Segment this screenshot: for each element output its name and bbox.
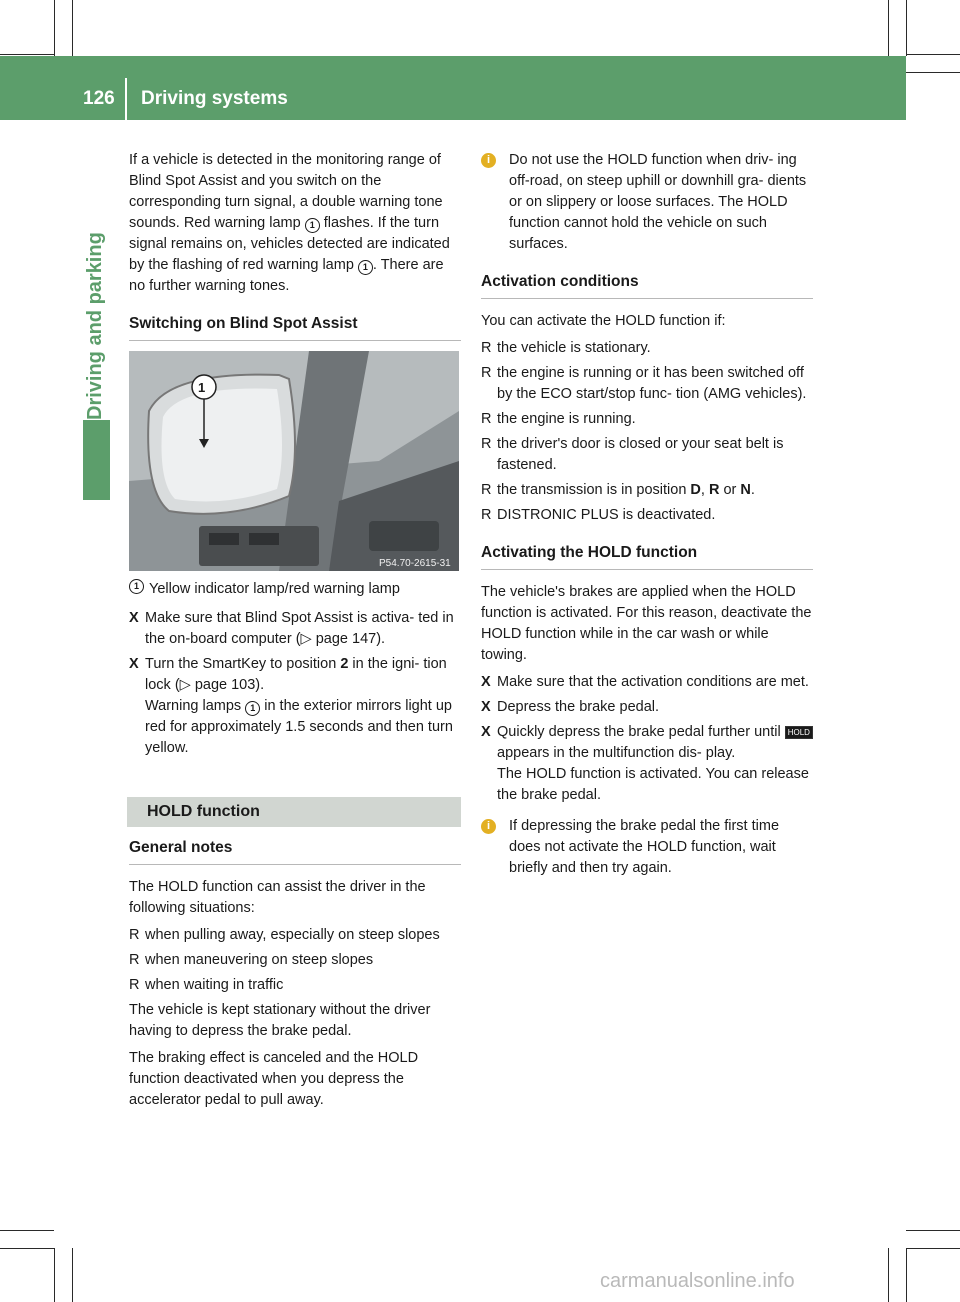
step-item: X Quickly depress the brake pedal further until HOLD appears in the multifunction dis- play. The HOLD function is activated. You can release the brake pedal. bbox=[481, 722, 813, 806]
crop-mark bbox=[906, 1248, 907, 1302]
crop-mark bbox=[888, 1248, 889, 1302]
mirror-figure bbox=[129, 351, 459, 571]
step-item: X Make sure that the activation conditions are met. bbox=[481, 672, 813, 693]
figure-caption: 1 Yellow indicator lamp/red warning lamp bbox=[129, 579, 461, 600]
crop-mark bbox=[72, 0, 73, 56]
bullet-icon: R bbox=[481, 436, 492, 452]
crop-mark bbox=[0, 1248, 54, 1249]
crop-mark bbox=[0, 54, 54, 55]
hold-indicator-icon: HOLD bbox=[785, 726, 813, 739]
crop-mark bbox=[0, 1230, 54, 1231]
step-arrow-icon: X bbox=[481, 699, 491, 715]
right-column bbox=[481, 150, 813, 887]
side-tab-marker bbox=[83, 420, 110, 500]
crop-mark bbox=[906, 72, 960, 73]
list-item: R when maneuvering on steep slopes bbox=[129, 950, 461, 971]
callout-1-icon: 1 bbox=[358, 260, 373, 275]
step-arrow-icon: X bbox=[129, 656, 139, 672]
list-item: R the engine is running or it has been switched off by the ECO start/stop func- tion (AMG vehicles). bbox=[481, 365, 807, 402]
step-item: X Depress the brake pedal. bbox=[481, 697, 813, 718]
step-arrow-icon: X bbox=[129, 610, 139, 626]
heading-rule bbox=[129, 340, 461, 341]
info-note: i If depressing the brake pedal the first time does not activate the HOLD function, wait briefly and then try again. bbox=[481, 816, 813, 879]
bullet-icon: R bbox=[129, 952, 140, 968]
heading-activation-conditions: Activation conditions bbox=[481, 273, 639, 290]
paragraph-braking: The braking effect is canceled and the HOLD function deactivated when you depress the accelerator pedal to pull away. bbox=[129, 1050, 419, 1108]
paragraph-detection: If a vehicle is detected in the monitoring range of Blind Spot Assist and you switch on the corresponding turn signal, a double warning tone sounds. Red warning lamp 1 flashes. If the turn signal remains on, vehicles detected are indicated by the flashing of red warning lamp 1 . There are no further warning tones. bbox=[129, 152, 450, 294]
list-item: R the driver's door is closed or your seat belt is fastened. bbox=[481, 436, 784, 473]
bullet-icon: R bbox=[481, 411, 492, 427]
list-item: R when pulling away, especially on steep slopes bbox=[129, 925, 461, 946]
callout-1-icon: 1 bbox=[129, 579, 144, 594]
section-banner-hold: HOLD function bbox=[127, 797, 461, 827]
step-arrow-icon: X bbox=[481, 724, 491, 740]
info-icon: i bbox=[481, 819, 496, 834]
list-item: R DISTRONIC PLUS is deactivated. bbox=[481, 505, 813, 526]
step-item: X Make sure that Blind Spot Assist is activa- ted in the on-board computer (▷ page 147). bbox=[129, 610, 454, 647]
heading-activating-hold: Activating the HOLD function bbox=[481, 544, 698, 561]
mirror-illustration bbox=[129, 351, 459, 571]
image-code: P54.70-2615-31 bbox=[379, 558, 451, 569]
callout-1-icon: 1 bbox=[305, 218, 320, 233]
callout-1-icon: 1 bbox=[245, 701, 260, 716]
list-item: R the engine is running. bbox=[481, 409, 813, 430]
bullet-icon: R bbox=[481, 482, 492, 498]
page-number: 126 bbox=[83, 88, 115, 109]
watermark: carmanualsonline.info bbox=[600, 1270, 795, 1292]
paragraph-general: The HOLD function can assist the driver in the following situations: bbox=[129, 879, 426, 916]
crop-mark bbox=[906, 1230, 960, 1231]
crop-mark bbox=[72, 1248, 73, 1302]
list-item: R when waiting in traffic bbox=[129, 975, 461, 996]
step-arrow-icon: X bbox=[481, 674, 491, 690]
crop-mark bbox=[906, 1248, 960, 1249]
heading-general-notes: General notes bbox=[129, 839, 233, 856]
heading-rule bbox=[129, 864, 461, 865]
header-bar bbox=[0, 56, 906, 120]
list-item: R the vehicle is stationary. bbox=[481, 338, 813, 359]
page-title: Driving systems bbox=[141, 88, 288, 109]
list-item: R the transmission is in position D, R or N. bbox=[481, 480, 813, 501]
crop-mark bbox=[888, 0, 889, 56]
paragraph-can-activate: You can activate the HOLD function if: bbox=[481, 313, 726, 329]
crop-mark bbox=[54, 1248, 55, 1302]
step-item: X Turn the SmartKey to position 2 in the igni- tion lock (▷ page 103). Warning lamps 1 in the exterior mirrors light up red for approximately 1.5 seconds and then turn yellow. bbox=[129, 656, 453, 756]
crop-mark bbox=[906, 54, 960, 55]
crop-mark bbox=[54, 0, 55, 56]
bullet-icon: R bbox=[481, 507, 492, 523]
bullet-icon: R bbox=[129, 977, 140, 993]
paragraph-kept: The vehicle is kept stationary without the driver having to depress the brake pedal. bbox=[129, 1002, 431, 1039]
side-section-label: Driving and parking bbox=[84, 232, 106, 420]
crop-mark bbox=[906, 0, 907, 56]
heading-rule bbox=[481, 298, 813, 299]
heading-switching-on: Switching on Blind Spot Assist bbox=[129, 315, 358, 332]
bullet-icon: R bbox=[481, 340, 492, 356]
bullet-icon: R bbox=[129, 927, 140, 943]
callout-number: 1 bbox=[198, 380, 206, 395]
paragraph-brakes: The vehicle's brakes are applied when the HOLD function is activated. For this reason, deactivate the HOLD function while in the car wash or while towing. bbox=[481, 584, 812, 663]
header-divider bbox=[125, 78, 127, 120]
heading-rule bbox=[481, 569, 813, 570]
left-column bbox=[129, 150, 461, 1117]
bullet-icon: R bbox=[481, 365, 492, 381]
info-note: i Do not use the HOLD function when driv- ing off-road, on steep uphill or downhill gra- dients or on slippery or loose surfaces. The HOLD function cannot hold the vehicle on such surfaces. bbox=[481, 150, 813, 255]
info-icon: i bbox=[481, 153, 496, 168]
